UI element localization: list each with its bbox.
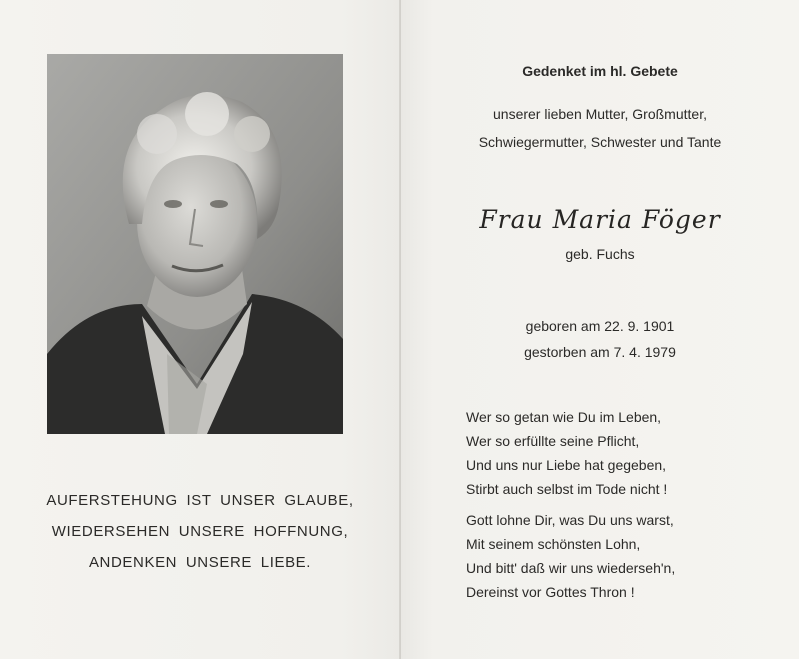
life-dates <box>410 313 790 365</box>
poem-line: Dereinst vor Gottes Thron ! <box>466 584 635 600</box>
portrait-image <box>47 54 343 434</box>
intro-line: unserer lieben Mutter, Großmutter, <box>493 106 707 122</box>
intro-text <box>410 100 790 156</box>
poem-stanza-2 <box>466 508 675 604</box>
poem-line: Mit seinem schönsten Lohn, <box>466 536 641 552</box>
poem-stanza-1 <box>466 405 667 501</box>
motto <box>20 485 380 578</box>
portrait-photo <box>47 54 343 434</box>
maiden-name: geb. Fuchs <box>565 246 635 262</box>
poem-line: Und bitt' daß wir uns wiederseh'n, <box>466 560 676 576</box>
poem-line: Wer so getan wie Du im Leben, <box>466 409 662 425</box>
motto-line: AUFERSTEHUNG IST UNSER GLAUBE, <box>46 492 354 509</box>
poem-line: Stirbt auch selbst im Tode nicht ! <box>466 481 668 497</box>
poem-line: Gott lohne Dir, was Du uns warst, <box>466 512 674 528</box>
poem-line: Und uns nur Liebe hat gegeben, <box>466 457 667 473</box>
motto-line: WIEDERSEHEN UNSERE HOFFNUNG, <box>51 523 349 540</box>
birth-date: geboren am 22. 9. 1901 <box>525 318 675 334</box>
intro-line: Schwiegermutter, Schwester und Tante <box>478 134 722 150</box>
heading: Gedenket im hl. Gebete <box>522 63 678 79</box>
deceased-name: Frau Maria Föger <box>479 205 721 234</box>
motto-line: ANDENKEN UNSERE LIEBE. <box>88 554 312 571</box>
poem-line: Wer so erfüllte seine Pflicht, <box>466 433 640 449</box>
death-date: gestorben am 7. 4. 1979 <box>524 344 676 360</box>
